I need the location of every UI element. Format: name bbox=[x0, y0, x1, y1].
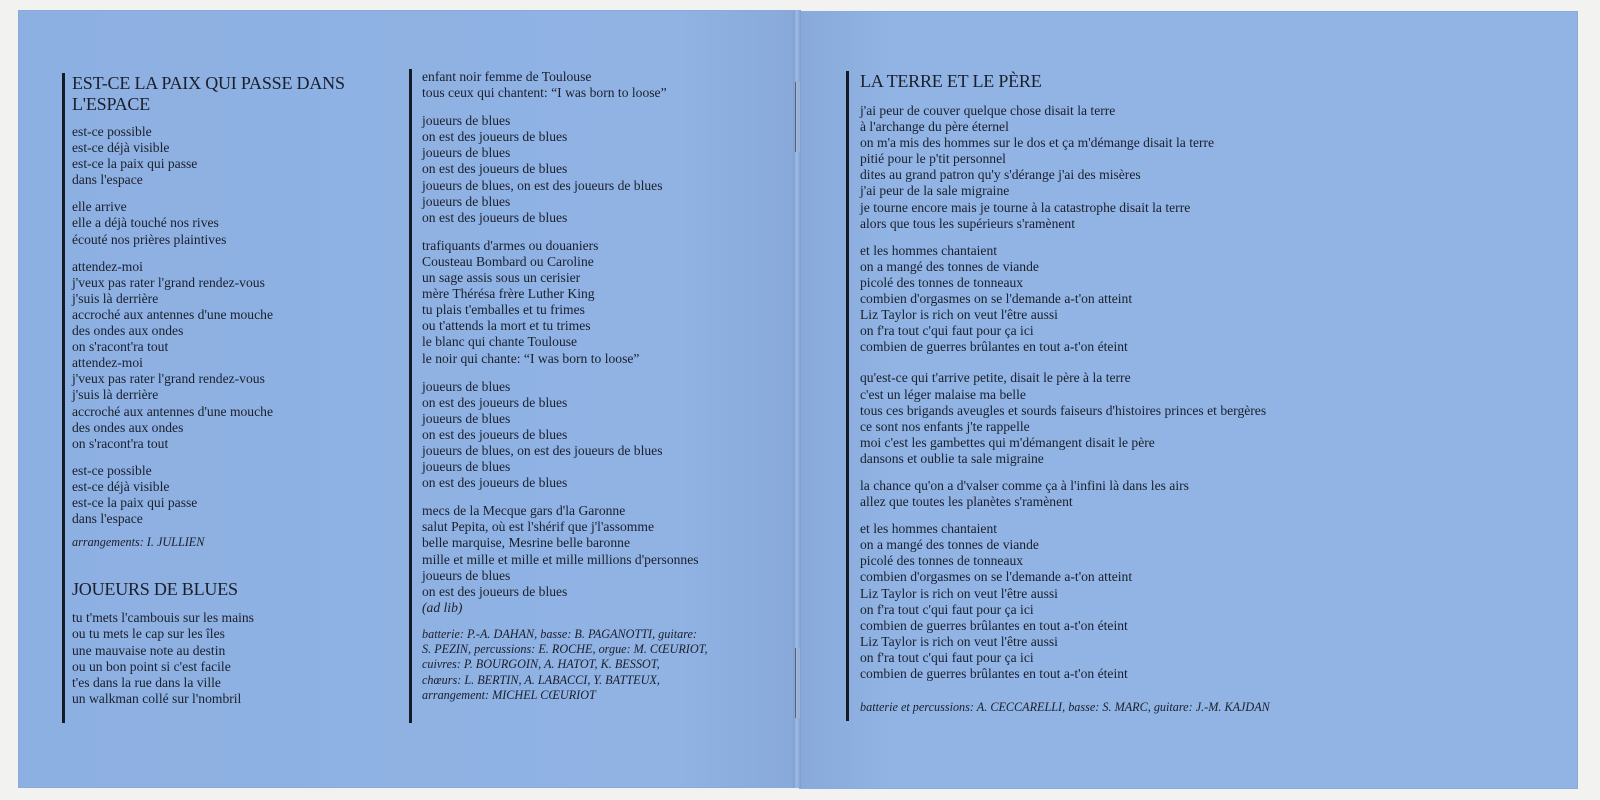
lyric-line: combien d'orgasmes on se l'demande a-t'on atteint bbox=[860, 291, 1133, 307]
lyric-line: belle marquise, Mesrine belle baronne bbox=[422, 535, 630, 551]
lyric-line: joueurs de blues bbox=[422, 113, 511, 129]
lyric-line: j'suis là derrière bbox=[72, 290, 159, 306]
credit-line: cuivres: P. BOURGOIN, A. HATOT, K. BESSOT, bbox=[422, 657, 660, 672]
lyric-line: joueurs de blues, on est des joueurs de blues bbox=[422, 177, 663, 193]
stanza bbox=[860, 478, 1546, 510]
credit-terre: batterie et percussions: A. CECCARELLI, basse: S. MARC, guitare: J.-M. KAJDAN bbox=[860, 700, 1270, 715]
lyric-line: est-ce possible bbox=[72, 124, 152, 139]
credits-joueurs bbox=[422, 627, 779, 703]
left-column-2 bbox=[409, 69, 779, 723]
stanza bbox=[422, 69, 779, 101]
lyric-line: dites au grand patron qu'y s'dérange j'ai des misères bbox=[860, 167, 1141, 183]
lyric-line: on s'racont'ra tout bbox=[72, 339, 169, 355]
lyric-line: combien d'orgasmes on se l'demande a-t'on atteint bbox=[860, 569, 1133, 585]
lyric-line: joueurs de blues bbox=[422, 193, 511, 209]
lyric-line: on est des joueurs de blues bbox=[422, 161, 568, 177]
lyric-line: on est des joueurs de blues bbox=[422, 475, 568, 491]
lyric-line: attendez-moi bbox=[72, 355, 143, 371]
song-title-terre: LA TERRE ET LE PÈRE bbox=[860, 71, 1042, 91]
lyric-line: on a mangé des tonnes de viande bbox=[860, 258, 1039, 274]
lyric-line: on f'ra tout c'qui faut pour ça ici bbox=[860, 323, 1034, 339]
lyric-line: ce sont nos enfants j'te rappelle bbox=[860, 418, 1030, 434]
lyric-line: écouté nos prières plaintives bbox=[72, 231, 227, 247]
lyric-line: le noir qui chante: “I was born to loose” bbox=[422, 350, 640, 366]
lyric-line: combien de guerres brûlantes en tout a-t'on éteint bbox=[860, 339, 1128, 355]
song-title-joueurs: JOUEURS DE BLUES bbox=[72, 579, 238, 600]
right-column bbox=[846, 71, 1546, 721]
column-rule bbox=[62, 73, 65, 723]
lyric-line: j'suis là derrière bbox=[72, 387, 159, 403]
lyric-line: mère Thérésa frère Luther King bbox=[422, 286, 595, 302]
stanza bbox=[860, 103, 1546, 232]
lyric-line: des ondes aux ondes bbox=[72, 323, 184, 339]
stanza bbox=[860, 243, 1546, 356]
stanza bbox=[72, 199, 392, 247]
lyric-line: Liz Taylor is rich on veut l'être aussi bbox=[860, 307, 1058, 323]
lyric-line: qu'est-ce qui t'arrive petite, disait le père à la terre bbox=[860, 370, 1131, 386]
lyric-line: Liz Taylor is rich on veut l'être aussi bbox=[860, 585, 1058, 601]
lyric-line: joueurs de blues, on est des joueurs de blues bbox=[422, 442, 663, 458]
lyric-line: j'veux pas rater l'grand rendez-vous bbox=[72, 274, 265, 290]
lyric-line: ou t'attends la mort et tu trimes bbox=[422, 318, 591, 334]
lyric-line: on est des joueurs de blues bbox=[422, 394, 568, 410]
lyric-line: elle a déjà touché nos rives bbox=[72, 215, 219, 231]
lyrics-joueurs-start bbox=[72, 610, 392, 707]
stanza bbox=[422, 503, 779, 616]
ad-lib-note: (ad lib) bbox=[422, 599, 463, 615]
lyric-line: t'es dans la rue dans la ville bbox=[72, 674, 221, 690]
credit-line: S. PEZIN, percussions: E. ROCHE, orgue: M. CŒURIOT, bbox=[422, 642, 708, 657]
lyric-line: on f'ra tout c'qui faut pour ça ici bbox=[860, 649, 1034, 665]
lyric-line: une mauvaise note au destin bbox=[72, 642, 226, 658]
lyric-line: joueurs de blues bbox=[422, 410, 511, 426]
credit-line: chœurs: L. BERTIN, A. LABACCI, Y. BATTEUX, bbox=[422, 672, 660, 687]
column-rule bbox=[846, 71, 849, 721]
lyric-line: et les hommes chantaient bbox=[860, 521, 998, 537]
lyric-line: mille et mille et mille et mille millions d'personnes bbox=[422, 551, 699, 567]
lyric-line: joueurs de blues bbox=[422, 459, 511, 475]
column-rule bbox=[409, 69, 412, 723]
lyric-line: j'veux pas rater l'grand rendez-vous bbox=[72, 371, 265, 387]
credit-line: batterie: P.-A. DAHAN, basse: B. PAGANOTTI, guitare: bbox=[422, 626, 697, 641]
lyric-line: combien de guerres brûlantes en tout a-t'on éteint bbox=[860, 666, 1128, 681]
lyric-line: trafiquants d'armes ou douaniers bbox=[422, 237, 599, 253]
lyric-line: on f'ra tout c'qui faut pour ça ici bbox=[860, 601, 1034, 617]
lyric-line: est-ce déjà visible bbox=[72, 140, 170, 156]
lyric-line: alors que tous les supérieurs s'ramènent bbox=[860, 215, 1075, 231]
staple-top bbox=[795, 82, 800, 152]
lyric-line: on s'racont'ra tout bbox=[72, 435, 169, 451]
lyric-line: salut Pepita, où est l'shérif que j'l'assomme bbox=[422, 519, 654, 535]
lyric-line: accroché aux antennes d'une mouche bbox=[72, 403, 273, 419]
lyrics-terre bbox=[860, 103, 1546, 715]
lyric-line: Liz Taylor is rich on veut l'être aussi bbox=[860, 633, 1058, 649]
credit-paix: arrangements: I. JULLIEN bbox=[72, 535, 205, 550]
stanza bbox=[422, 238, 779, 367]
lyric-line: on m'a mis des hommes sur le dos et ça m'démange disait la terre bbox=[860, 135, 1215, 151]
lyric-line: le blanc qui chante Toulouse bbox=[422, 334, 578, 350]
lyric-line: dans l'espace bbox=[72, 511, 143, 527]
lyric-line: joueurs de blues bbox=[422, 567, 511, 583]
title-line: EST-CE LA PAIX QUI PASSE DANS bbox=[72, 73, 345, 93]
lyric-line: est-ce possible bbox=[72, 462, 152, 478]
stanza bbox=[422, 113, 779, 226]
lyric-line: tu t'mets l'cambouis sur les mains bbox=[72, 610, 254, 626]
lyric-line: combien de guerres brûlantes en tout a-t'on éteint bbox=[860, 617, 1128, 633]
lyric-line: on est des joueurs de blues bbox=[422, 209, 568, 225]
lyric-line: dans l'espace bbox=[72, 172, 143, 188]
lyric-line: un walkman collé sur l'nombril bbox=[72, 690, 242, 706]
stanza bbox=[72, 259, 392, 452]
title-line: L'ESPACE bbox=[72, 94, 151, 114]
stanza bbox=[860, 521, 1546, 682]
lyric-line: accroché aux antennes d'une mouche bbox=[72, 306, 273, 322]
lyric-line: attendez-moi bbox=[72, 258, 143, 274]
lyric-line: elle arrive bbox=[72, 199, 127, 215]
lyric-line: on est des joueurs de blues bbox=[422, 583, 568, 599]
lyric-line: ou tu mets le cap sur les îles bbox=[72, 626, 225, 642]
lyric-line: picolé des tonnes de tonneaux bbox=[860, 553, 1024, 569]
lyric-line: joueurs de blues bbox=[422, 145, 511, 161]
lyric-line: on est des joueurs de blues bbox=[422, 129, 568, 145]
lyric-line: enfant noir femme de Toulouse bbox=[422, 69, 592, 84]
lyric-line: est-ce la paix qui passe bbox=[72, 156, 198, 172]
lyric-line: des ondes aux ondes bbox=[72, 419, 184, 435]
stanza bbox=[422, 379, 779, 492]
lyric-line: j'ai peur de la sale migraine bbox=[860, 183, 1010, 199]
lyric-line: joueurs de blues bbox=[422, 378, 511, 394]
lyric-line: allez que toutes les planètes s'ramènent bbox=[860, 494, 1073, 510]
stanza bbox=[72, 124, 392, 188]
credit-line: arrangement: MICHEL CŒURIOT bbox=[422, 687, 596, 702]
lyric-line: je tourne encore mais je tourne à la catastrophe disait la terre bbox=[860, 199, 1191, 215]
stanza bbox=[72, 463, 392, 527]
stanza bbox=[72, 610, 392, 707]
left-column-1 bbox=[62, 73, 392, 723]
song-title-paix bbox=[72, 73, 392, 115]
lyric-line: picolé des tonnes de tonneaux bbox=[860, 274, 1024, 290]
lyric-line: tu plais t'emballes et tu frimes bbox=[422, 302, 585, 318]
lyric-line: est-ce déjà visible bbox=[72, 478, 170, 494]
lyric-line: j'ai peur de couver quelque chose disait la terre bbox=[860, 103, 1116, 118]
lyric-line: Cousteau Bombard ou Caroline bbox=[422, 253, 594, 269]
lyric-line: tous ces brigands aveugles et sourds faiseurs d'histoires princes et bergères bbox=[860, 402, 1267, 418]
lyric-line: on est des joueurs de blues bbox=[422, 426, 568, 442]
lyric-line: c'est un léger malaise ma belle bbox=[860, 386, 1026, 402]
stanza bbox=[860, 370, 1546, 467]
lyric-line: tous ceux qui chantent: “I was born to loose” bbox=[422, 85, 667, 101]
lyric-line: est-ce la paix qui passe bbox=[72, 494, 198, 510]
lyric-line: et les hommes chantaient bbox=[860, 242, 998, 258]
lyric-line: mecs de la Mecque gars d'la Garonne bbox=[422, 503, 626, 519]
lyric-line: moi c'est les gambettes qui m'démangent disait le père bbox=[860, 434, 1155, 450]
lyric-line: à l'archange du père éternel bbox=[860, 119, 1009, 135]
lyric-line: on a mangé des tonnes de viande bbox=[860, 537, 1039, 553]
lyric-line: la chance qu'on a d'valser comme ça à l'infini là dans les airs bbox=[860, 477, 1189, 493]
lyrics-paix bbox=[72, 124, 392, 550]
lyric-line: dansons et oublie ta sale migraine bbox=[860, 450, 1044, 466]
lyric-line: pitié pour le p'tit personnel bbox=[860, 151, 1006, 167]
lyric-line: un sage assis sous un cerisier bbox=[422, 270, 581, 286]
staple-bottom bbox=[795, 648, 800, 718]
lyric-line: ou un bon point si c'est facile bbox=[72, 658, 231, 674]
